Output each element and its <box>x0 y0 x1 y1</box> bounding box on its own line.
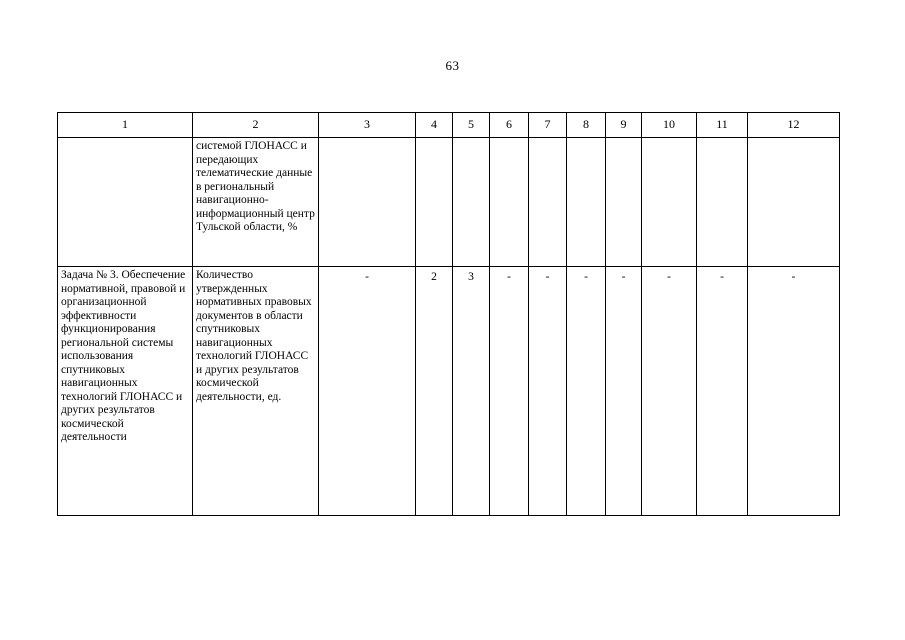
header-cell: 2 <box>193 113 319 138</box>
value-cell <box>416 138 453 267</box>
indicator-cell: Количество утвержденных нормативных правовых документов в области спутниковых навигационных технологий ГЛОНАСС и других результатов космической деятельности, ед. <box>193 267 319 516</box>
value-cell <box>529 138 567 267</box>
value-cell <box>453 138 490 267</box>
value-cell: - <box>529 267 567 516</box>
header-cell: 7 <box>529 113 567 138</box>
header-cell: 11 <box>697 113 748 138</box>
header-cell: 12 <box>748 113 840 138</box>
value-cell <box>697 138 748 267</box>
value-cell: - <box>490 267 529 516</box>
value-cell: 2 <box>416 267 453 516</box>
value-cell: 3 <box>453 267 490 516</box>
header-cell: 1 <box>58 113 193 138</box>
header-row <box>58 113 840 138</box>
value-cell: - <box>697 267 748 516</box>
table-row <box>58 138 840 267</box>
data-table <box>57 112 840 516</box>
header-cell: 4 <box>416 113 453 138</box>
value-cell <box>748 138 840 267</box>
header-cell: 8 <box>567 113 606 138</box>
header-cell: 9 <box>606 113 642 138</box>
task-cell <box>58 138 193 267</box>
page-number: 63 <box>445 58 460 73</box>
value-cell: - <box>567 267 606 516</box>
value-cell <box>319 138 416 267</box>
value-cell: - <box>606 267 642 516</box>
value-cell <box>642 138 697 267</box>
indicator-cell: системой ГЛОНАСС и передающих телематические данные в региональный навигационно-информационный центр Тульской области, % <box>193 138 319 267</box>
header-cell: 10 <box>642 113 697 138</box>
table-row <box>58 267 840 516</box>
value-cell: - <box>642 267 697 516</box>
header-cell: 6 <box>490 113 529 138</box>
value-cell: - <box>748 267 840 516</box>
task-cell: Задача № 3. Обеспечение нормативной, правовой и организационной эффективности функционирования региональной системы использования спутниковых навигационных технологий ГЛОНАСС и других результатов космической деятельности <box>58 267 193 516</box>
header-cell: 5 <box>453 113 490 138</box>
value-cell: - <box>319 267 416 516</box>
value-cell <box>606 138 642 267</box>
value-cell <box>567 138 606 267</box>
value-cell <box>490 138 529 267</box>
header-cell: 3 <box>319 113 416 138</box>
